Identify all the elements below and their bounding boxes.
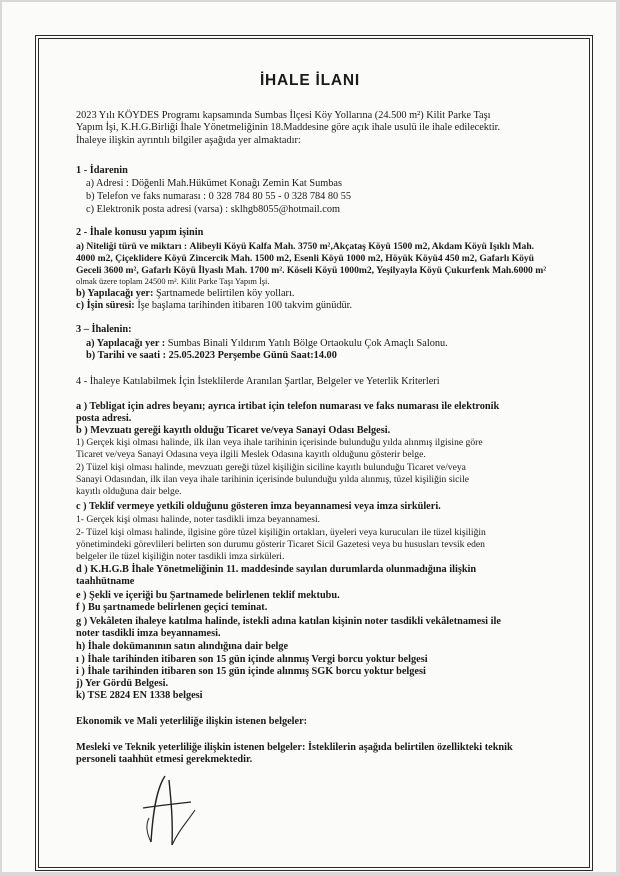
req-a-line-2: posta adresi.	[76, 413, 132, 424]
intro-line-2: Yapım İşi, K.H.G.Birliği İhale Yönetmeliğinin 18.Maddesine göre açık ihale usulü ile ihale edilecektir.	[76, 122, 501, 133]
work-nature-line-4: olmak üzere toplam 24500 m². Kilit Parke Taşı Yapım İşi.	[76, 277, 270, 286]
section-1-heading: 1 - İdarenin	[76, 165, 128, 176]
professional-requirements-line-1: Mesleki ve Teknik yeterliliğe ilişkin istenen belgeler: İsteklilerin aşağıda belirtilen özellikteki teknik	[76, 742, 513, 753]
req-c: c ) Teklif vermeye yetkili olduğunu gösteren imza beyannamesi veya imza sirküleri.	[76, 501, 441, 512]
req-e: e ) Şekli ve içeriği bu Şartnamede belirlenen teklif mektubu.	[76, 590, 340, 601]
req-g-line-2: noter tasdikli imza beyannamesi.	[76, 628, 221, 639]
req-g-line-1: g ) Vekâleten ihaleye katılma halinde, istekli adına katılan kişinin noter tasdikli vekâletnamesi ile	[76, 616, 501, 627]
req-f: f ) Bu şartnamede belirlenen geçici teminat.	[76, 602, 268, 613]
req-c2-line-3: belgeler ile tüzel kişiliğin noter tasdikli imza sirküleri.	[76, 551, 285, 562]
professional-requirements-line-2: personeli taahhüt etmesi gerekmektedir.	[76, 754, 253, 765]
intro-line-1: 2023 Yılı KÖYDES Programı kapsamında Sumbas İlçesi Köy Yollarına (24.500 m²) Kilit Parke Taşı	[76, 110, 491, 121]
req-c1: 1- Gerçek kişi olması halinde, noter tasdikli imza beyannamesi.	[76, 514, 321, 525]
intro-line-3: İhaleye ilişkin ayrıntılı bilgiler aşağıda yer almaktadır:	[76, 135, 301, 146]
req-i-sgk: i ) İhale tarihinden itibaren son 15 gün içinde alınmış SGK borcu yoktur belgesi	[76, 666, 426, 677]
authority-phone: b) Telefon ve faks numarası : 0 328 784 80 55 - 0 328 784 80 55	[86, 191, 352, 202]
req-b1-line-2: Ticaret ve/veya Sanayi Odasına veya ilgili Meslek Odasına kayıtlı olduğunu gösterir belge.	[76, 449, 426, 460]
req-b1-line-1: 1) Gerçek kişi olması halinde, ilk ilan veya ihale tarihinin içerisinde bulunduğu yılda alınmış ilgisine göre	[76, 437, 483, 448]
req-k: k) TSE 2824 EN 1338 belgesi	[76, 690, 203, 701]
req-b2-line-3: kayıtlı olduğuna dair belge.	[76, 486, 182, 497]
section-2-heading: 2 - İhale konusu yapım işinin	[76, 227, 204, 238]
req-d-line-2: taahhütname	[76, 576, 135, 587]
work-duration: c) İşin süresi: İşe başlama tarihinden itibaren 100 takvim günüdür.	[76, 300, 353, 311]
section-4-heading: 4 - İhaleye Katılabilmek İçin İsteklilerde Aranılan Şartlar, Belgeler ve Yeterlik Kriterleri	[76, 376, 440, 387]
page-title: İHALE İLANI	[259, 72, 361, 89]
section-3-heading: 3 – İhalenin:	[76, 324, 132, 335]
authority-address: a) Adresi : Döğenli Mah.Hükümet Konağı Zemin Kat Sumbas	[86, 178, 342, 189]
req-i-tax: ı ) İhale tarihinden itibaren son 15 gün içinde alınmış Vergi borcu yoktur belgesi	[76, 654, 428, 665]
work-nature-line-1: a) Niteliği türü ve miktarı : Alibeyli Köyü Kalfa Mah. 3750 m²,Akçataş Köyü 1500 m2, Akdam Köyü Işıklı Mah.	[76, 241, 535, 252]
req-b2-line-1: 2) Tüzel kişi olması halinde, mevzuatı gereği tüzel kişiliğin siciline kayıtlı bulunduğu Ticaret ve/veya	[76, 462, 466, 473]
req-d-line-1: d ) K.H.G.B İhale Yönetmeliğinin 11. maddesinde sayılan durumlarda olunmadığına ilişkin	[76, 564, 477, 575]
req-j: j) Yer Gördü Belgesi.	[76, 678, 169, 689]
req-a-line-1: a ) Tebligat için adres beyanı; ayrıca irtibat için telefon numarası ve faks numarası ile elektronik	[76, 401, 500, 412]
work-nature-line-2: 4000 m2, Çiçeklidere Köyü Zincercik Mah. 1500 m2, Esenli Köyü 1000 m2, Höyük Köyü4 450 m2, Gafarlı Köyü	[76, 253, 535, 264]
req-h: h) İhale dokümanının satın alındığına dair belge	[76, 641, 289, 652]
authority-email: c) Elektronik posta adresi (varsa) : sklhgb8055@hotmail.com	[86, 204, 340, 215]
work-location: b) Yapılacağı yer: Şartnamede belirtilen köy yolları.	[76, 288, 295, 299]
req-b2-line-2: Sanayi Odasından, ilk ilan veya ihale tarihinin içerisinde bulunduğu yılda alınmış, tüzel kişiliğin sicile	[76, 474, 469, 485]
req-c2-line-1: 2- Tüzel kişi olması halinde, ilgisine göre tüzel kişiliğin ortakları, üyeleri veya kurucuları ile tüzel kişiliğin	[76, 527, 486, 538]
tender-venue: a) Yapılacağı yer : Sumbas Binali Yıldırım Yatılı Bölge Ortaokulu Çok Amaçlı Salonu.	[86, 338, 448, 349]
tender-date-time: b) Tarihi ve saati : 25.05.2023 Perşembe Günü Saat:14.00	[86, 350, 337, 361]
economic-requirements: Ekonomik ve Mali yeterliliğe ilişkin istenen belgeler:	[76, 716, 308, 727]
req-c2-line-2: yönetimindeki görevlileri belirten son durumu gösterir Ticaret Sicil Gazetesi veya bu hususları tevsik eden	[76, 539, 485, 550]
req-b: b ) Mevzuatı gereği kayıtlı olduğu Ticaret ve/veya Sanayi Odası Belgesi.	[76, 425, 391, 436]
signature-icon	[135, 770, 205, 850]
work-nature-line-3: Geceli 3600 m², Gafarlı Köyü İlyaslı Mah. 1700 m². Köseli Köyü 1000m2, Yeşilyayla Köyü Çukurfenk Mah.6000 m²	[76, 265, 547, 276]
